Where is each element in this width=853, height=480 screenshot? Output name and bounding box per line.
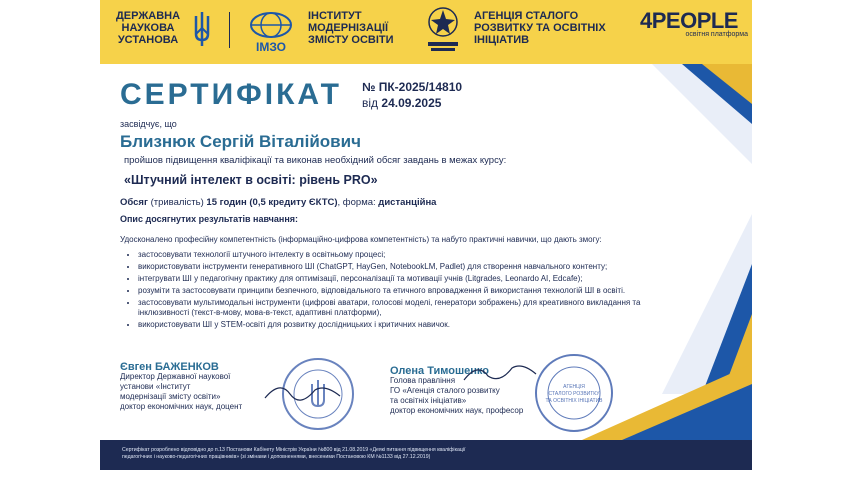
certificate-date <box>362 96 441 110</box>
form-value: дистанційна <box>378 197 437 208</box>
signer1-name: Євген БАЖЕНКОВ <box>120 361 219 373</box>
list-item: • розуміти та застосовувати принципи безпечного, відповідального та етичного впровадження й використання технологій ШІ в освіті. <box>138 286 658 296</box>
recipient-name: Близнюк Сергій Віталійович <box>120 132 361 151</box>
fourpeople-title: 4PEOPLE <box>640 8 738 33</box>
signer2-line3: та освітніх ініціатив» <box>390 396 467 405</box>
course-title: «Штучний інтелект в освіті: рівень PRO» <box>124 173 378 187</box>
list-item: • застосовувати мультимодальні інструменти (цифрові аватари, голосові моделі, генератори зображень) для креативного викладання та інклюзивності (текст-в-мову, мова-в-текст, адаптивні платформи), <box>138 298 658 318</box>
list-item: • використовувати інструменти генеративного ШІ (ChatGPT, HayGen, NotebookLM, Padlet) для створення навчального контенту; <box>138 262 658 272</box>
header <box>100 0 752 64</box>
signer1-line1: Директор Державної наукової <box>120 372 231 381</box>
results-intro: Удосконалено професійну компетентність (інформаційно-цифрова компетентність) та набуто практичні навички, що дають змогу: <box>120 235 602 244</box>
stamp-2 <box>533 352 615 434</box>
fourpeople-subtitle: освітня платформа <box>685 31 748 38</box>
imzo-abbr: ІМЗО <box>255 40 287 54</box>
certificate-title: СЕРТИФІКАТ <box>120 78 342 111</box>
results-list <box>126 250 658 332</box>
form-label: , форма: <box>337 197 376 208</box>
signer1-line4: доктор економічних наук, доцент <box>120 402 243 411</box>
list-item: • застосовувати технології штучного інтелекту в освітньому процесі; <box>138 250 658 260</box>
signer2-line2: ГО «Агенція сталого розвитку <box>390 386 500 395</box>
signature-2 <box>460 360 540 386</box>
signer1-line3: модернізації змісту освіти» <box>120 392 221 401</box>
list-item: • використовувати ШІ у STEM-освіті для розвитку дослідницьких і критичних навичок. <box>138 320 658 330</box>
fourpeople-logo <box>640 8 748 38</box>
date-prefix: від <box>362 96 379 110</box>
certificate <box>100 0 752 470</box>
signer2-line4: доктор економічних наук, професор <box>390 406 524 415</box>
volume-line <box>120 197 436 208</box>
imzo-name: ІНСТИТУТ МОДЕРНІЗАЦІЇ ЗМІСТУ ОСВІТИ <box>308 10 394 46</box>
signer2-line1: Голова правління <box>390 376 456 385</box>
results-title: Опис досягнутих результатів навчання: <box>120 214 299 224</box>
agency-logo-icon <box>420 4 466 56</box>
volume-text: (тривалість) <box>150 197 204 208</box>
certificate-number: № ПК-2025/14810 <box>362 80 463 94</box>
signature-1 <box>260 376 350 406</box>
footer-line1: Сертифікат розроблено відповідно до п.13 Постанови Кабінету Міністрів України №800 від 21.08.2019 «Деякі питання підвищення кваліфікації <box>122 447 466 453</box>
certifies-text: засвідчує, що <box>120 119 177 129</box>
date-value: 24.09.2025 <box>381 96 442 110</box>
footer-line2: педагогічних і науково-педагогічних працівників» (зі змінами і доповненнями, внесеними Постановою КМ №1133 від 27.12.2019) <box>122 454 431 460</box>
agency-name: АГЕНЦІЯ СТАЛОГО РОЗВИТКУ ТА ОСВІТНІХ ІНІЦІАТИВ <box>474 10 606 46</box>
passed-text: пройшов підвищення кваліфікації та виконав необхідний обсяг завдань в межах курсу: <box>124 155 507 166</box>
gov-institution-label: ДЕРЖАВНА НАУКОВА УСТАНОВА <box>115 10 181 46</box>
trident-icon <box>192 10 212 48</box>
list-item: • інтегрувати ШІ у педагогічну практику для оптимізації, персоналізації та мотивації учнів (Litgrades, Leonardo AI, Edcafe); <box>138 274 658 284</box>
svg-text:ТА ОСВІТНІХ ІНІЦІАТИВ: ТА ОСВІТНІХ ІНІЦІАТИВ <box>545 398 603 404</box>
volume-label: Обсяг <box>120 197 148 208</box>
signer2-name: Олена Тимошенко <box>390 365 489 377</box>
svg-text:СТАЛОГО РОЗВИТКУ: СТАЛОГО РОЗВИТКУ <box>548 391 600 397</box>
svg-text:АГЕНЦІЯ: АГЕНЦІЯ <box>563 384 585 390</box>
signer1-block <box>120 362 242 412</box>
imzo-logo-icon <box>238 9 304 55</box>
footer <box>100 440 752 470</box>
header-separator <box>229 12 230 48</box>
volume-value: 15 годин (0,5 кредиту ЄКТС) <box>206 197 338 208</box>
signer1-line2: установи «Інститут <box>120 382 191 391</box>
